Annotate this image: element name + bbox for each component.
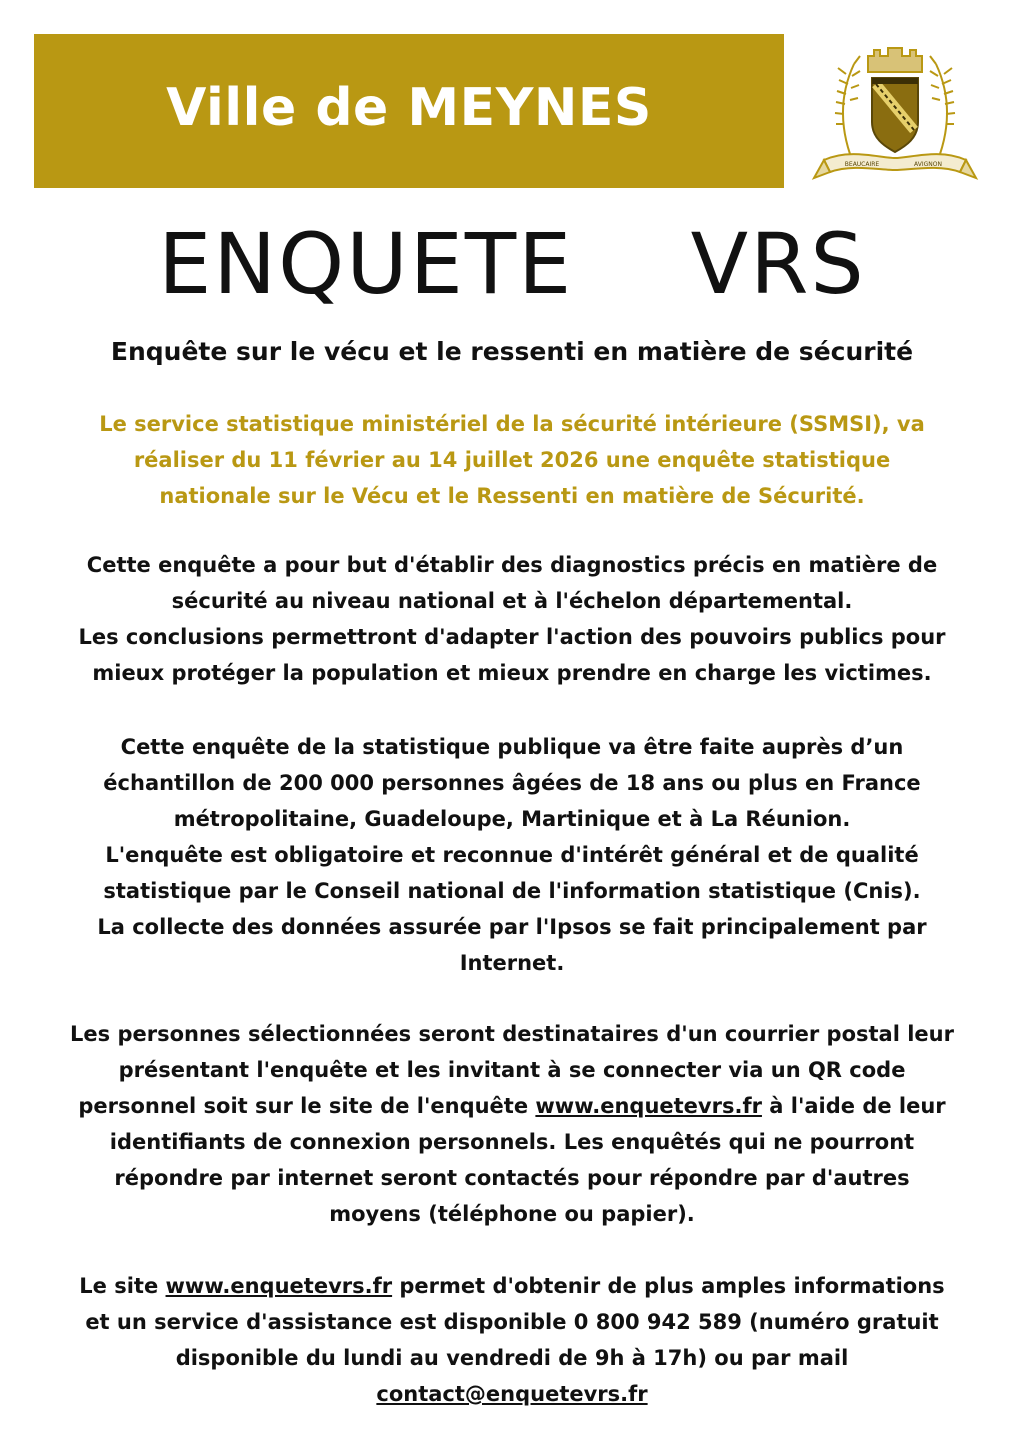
town-banner xyxy=(34,34,784,188)
text-line: Internet. xyxy=(459,951,565,975)
text-line: mieux protéger la population et mieux prendre en charge les victimes. xyxy=(92,661,932,685)
lead-line: nationale sur le Vécu et le Ressenti en matière de Sécurité. xyxy=(159,484,865,508)
contact-email-link[interactable]: contact@enquetevrs.fr xyxy=(376,1382,648,1406)
text-line: Les conclusions permettront d'adapter l'action des pouvoirs publics pour xyxy=(78,625,946,649)
text-fragment: Le site xyxy=(79,1274,166,1298)
survey-website-link[interactable]: www.enquetevrs.fr xyxy=(535,1094,762,1118)
text-line: moyens (téléphone ou papier). xyxy=(329,1202,695,1226)
text-line: Cette enquête de la statistique publique va être faite auprès d’un xyxy=(120,735,904,759)
paragraph-sample xyxy=(30,729,994,981)
text-line: Les personnes sélectionnées seront destinataires d'un courrier postal leur xyxy=(70,1022,954,1046)
lead-line: Le service statistique ministériel de la sécurité intérieure (SSMSI), va xyxy=(99,412,925,436)
lead-line: réaliser du 11 février au 14 juillet 2026 une enquête statistique xyxy=(133,448,891,472)
text-line xyxy=(30,1268,994,1304)
text-line: identifiants de connexion personnels. Les enquêtés qui ne pourront xyxy=(109,1130,915,1154)
text-fragment: permet d'obtenir de plus amples informations xyxy=(392,1274,945,1298)
page-subtitle: Enquête sur le vécu et le ressenti en matière de sécurité xyxy=(110,337,914,366)
paragraph-purpose xyxy=(30,547,994,691)
text-line: L'enquête est obligatoire et reconnue d'intérêt général et de qualité xyxy=(105,843,919,867)
site-link[interactable]: www.enquetevrs.fr xyxy=(165,1274,393,1298)
town-name: Ville de MEYNES xyxy=(166,78,652,138)
page-title: ENQUETE VRS xyxy=(158,215,866,313)
text-line: et un service d'assistance est disponible 0 800 942 589 (numéro gratuit xyxy=(85,1310,939,1334)
paragraph-selection xyxy=(30,1016,994,1232)
text-fragment: personnel soit sur le site de l'enquête xyxy=(78,1094,536,1118)
lead-paragraph xyxy=(30,406,994,514)
text-line: sécurité au niveau national et à l'échelon départemental. xyxy=(171,589,853,613)
text-line: disponible du lundi au vendredi de 9h à 17h) ou par mail xyxy=(175,1346,849,1370)
text-line: La collecte des données assurée par l'Ipsos se fait principalement par xyxy=(97,915,927,939)
coat-of-arms-icon xyxy=(810,44,980,192)
paragraph-contact xyxy=(30,1268,994,1412)
text-line: métropolitaine, Guadeloupe, Martinique et à La Réunion. xyxy=(173,807,851,831)
text-line xyxy=(30,1376,994,1412)
text-line: Cette enquête a pour but d'établir des diagnostics précis en matière de xyxy=(86,553,938,577)
crest-motto-left: BEAUCAIRE xyxy=(844,161,880,168)
text-line: répondre par internet seront contactés pour répondre par d'autres xyxy=(114,1166,910,1190)
crest-motto-right: AVIGNON xyxy=(914,161,942,168)
text-fragment: à l'aide de leur xyxy=(761,1094,946,1118)
text-line: statistique par le Conseil national de l'information statistique (Cnis). xyxy=(103,879,921,903)
text-line: échantillon de 200 000 personnes âgées de 18 ans ou plus en France xyxy=(103,771,921,795)
text-line: présentant l'enquête et les invitant à se connecter via un QR code xyxy=(118,1058,906,1082)
text-line xyxy=(30,1088,994,1124)
